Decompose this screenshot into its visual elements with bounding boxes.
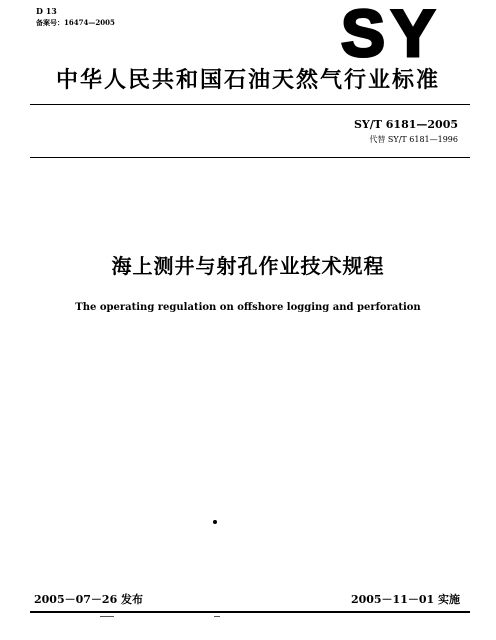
- ics-code: D 13: [36, 6, 57, 16]
- sy-logo-text: SY: [340, 2, 442, 64]
- sy-logo: [336, 2, 446, 64]
- standard-category-title: 中华人民共和国石油天然气行业标准: [55, 68, 440, 93]
- footer-speck: [100, 616, 114, 617]
- footer-divider: [30, 611, 470, 613]
- issue-date: 2005－07－26 发布: [34, 593, 144, 606]
- standard-code: SY/T 6181—2005: [353, 118, 458, 131]
- footer-speck: [214, 616, 220, 617]
- code-divider: [30, 157, 470, 158]
- header-divider: [30, 104, 470, 105]
- record-number: 备案号：16474—2005: [36, 18, 115, 27]
- replaced-standard: 代替 SY/T 6181—1996: [369, 135, 458, 144]
- sy-logo-mark: [336, 2, 446, 64]
- document-title-en: The operating regulation on offshore logging and perforation: [75, 302, 421, 313]
- implementation-date: 2005－11－01 实施: [350, 593, 460, 606]
- document-title-cn: 海上测井与射孔作业技术规程: [111, 254, 385, 278]
- scan-speck: [213, 520, 217, 524]
